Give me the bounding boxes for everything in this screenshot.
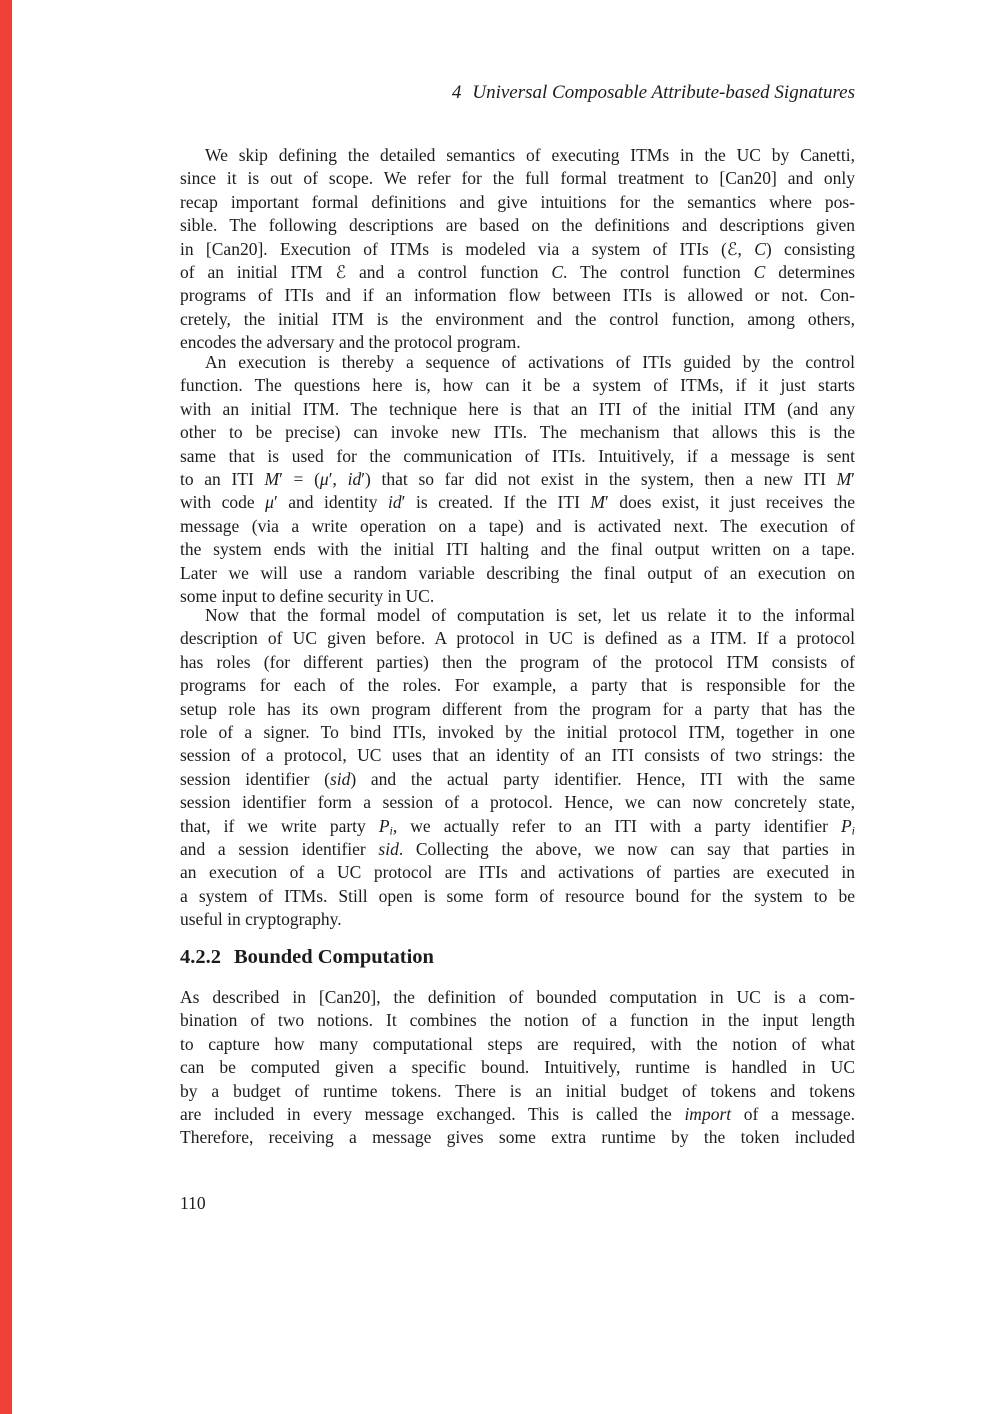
text-line: Therefore, receiving a message gives some extra runtime by the token included xyxy=(180,1127,855,1148)
text-line: are included in every message exchanged. This is called the import of a message. xyxy=(180,1103,855,1124)
text-line: an execution of a UC protocol are ITIs and activations of parties are executed in xyxy=(180,862,855,883)
text-line: Now that the formal model of computation is set, let us relate it to the informal xyxy=(205,605,855,625)
text-line: in [Can20]. Execution of ITMs is modeled via a system of ITIs (ℰ, C) consisting xyxy=(180,238,855,260)
text-line: session identifier form a session of a protocol. Hence, we can now concretely state, xyxy=(180,792,855,813)
text-line: can be computed given a specific bound. Intuitively, runtime is handled in UC xyxy=(180,1057,855,1078)
text-line: to capture how many computational steps are required, with the notion of what xyxy=(180,1033,855,1054)
text-line: with code μ′ and identity id′ is created. If the ITI M′ does exist, it just receives the xyxy=(180,492,855,513)
text-line: function. The questions here is, how can it be a system of ITMs, if it just starts xyxy=(180,375,855,396)
text-line: other to be precise) can invoke new ITIs. The mechanism that allows this is the xyxy=(180,422,855,443)
text-line: bination of two notions. It combines the notion of a function in the input length xyxy=(180,1010,855,1031)
text-line: description of UC given before. A protocol in UC is defined as a ITM. If a protocol xyxy=(180,628,855,649)
text-line: has roles (for different parties) then the program of the protocol ITM consists of xyxy=(180,651,855,672)
text-line: sible. The following descriptions are based on the definitions and descriptions given xyxy=(180,215,855,236)
text-line: programs for each of the roles. For example, a party that is responsible for the xyxy=(180,675,855,696)
text-line: to an ITI M′ = (μ′, id′) that so far did not exist in the system, then a new ITI M′ xyxy=(180,468,855,489)
text-line: of an initial ITM ℰ and a control function C. The control function C determines xyxy=(180,261,855,283)
text-line: useful in cryptography. xyxy=(180,909,342,930)
running-header-chapter-title: Universal Composable Attribute-based Signatures xyxy=(472,82,855,103)
section-heading-title: Bounded Computation xyxy=(234,946,434,968)
text-line: cretely, the initial ITM is the environment and the control function, among others, xyxy=(180,308,855,329)
text-line: role of a signer. To bind ITIs, invoked by the initial protocol ITM, together in one xyxy=(180,721,855,742)
running-header xyxy=(180,82,855,104)
text-line: a system of ITMs. Still open is some form of resource bound for the system to be xyxy=(180,885,855,906)
text-line: the system ends with the initial ITI halting and the final output written on a tape. xyxy=(180,539,855,560)
text-line: As described in [Can20], the definition of bounded computation in UC is a com- xyxy=(180,987,855,1007)
paragraph-4 xyxy=(180,986,855,1150)
text-line: same that is used for the communication of ITIs. Intuitively, if a message is sent xyxy=(180,445,855,466)
left-accent-bar xyxy=(0,0,12,1414)
paragraph-3 xyxy=(180,604,855,931)
text-line: An execution is thereby a sequence of activations of ITIs guided by the control xyxy=(205,352,855,372)
text-line: encodes the adversary and the protocol program. xyxy=(180,332,521,353)
text-line: Later we will use a random variable describing the final output of an execution on xyxy=(180,562,855,583)
text-line: We skip defining the detailed semantics of executing ITMs in the UC by Canetti, xyxy=(205,145,855,165)
paragraph-2 xyxy=(180,351,855,608)
text-line: with an initial ITM. The technique here is that an ITI of the initial ITM (and any xyxy=(180,398,855,419)
section-heading xyxy=(180,942,855,972)
text-line: by a budget of runtime tokens. There is an initial budget of tokens and tokens xyxy=(180,1080,855,1101)
text-line: and a session identifier sid. Collecting the above, we now can say that parties in xyxy=(180,838,855,859)
text-line: recap important formal definitions and give intuitions for the semantics where pos- xyxy=(180,191,855,212)
page-number: 110 xyxy=(180,1193,206,1213)
text-line: since it is out of scope. We refer for the full formal treatment to [Can20] and only xyxy=(180,168,855,189)
paragraph-1 xyxy=(180,144,855,355)
text-line: some input to define security in UC. xyxy=(180,585,435,606)
section-heading-number: 4.2.2 xyxy=(180,946,221,968)
text-line: programs of ITIs and if an information flow between ITIs is allowed or not. Con- xyxy=(180,285,855,306)
text-line: message (via a write operation on a tape) and is activated next. The execution of xyxy=(180,515,855,536)
text-line: setup role has its own program different from the program for a party that has the xyxy=(180,698,855,719)
text-line: session identifier (sid) and the actual party identifier. Hence, ITI with the same xyxy=(180,768,855,789)
text-line: session of a protocol, UC uses that an identity of an ITI consists of two strings: the xyxy=(180,745,855,766)
text-line: that, if we write party Pi, we actually refer to an ITI with a party identifier Pi xyxy=(180,815,855,838)
running-header-chapter-number: 4 xyxy=(451,82,462,103)
